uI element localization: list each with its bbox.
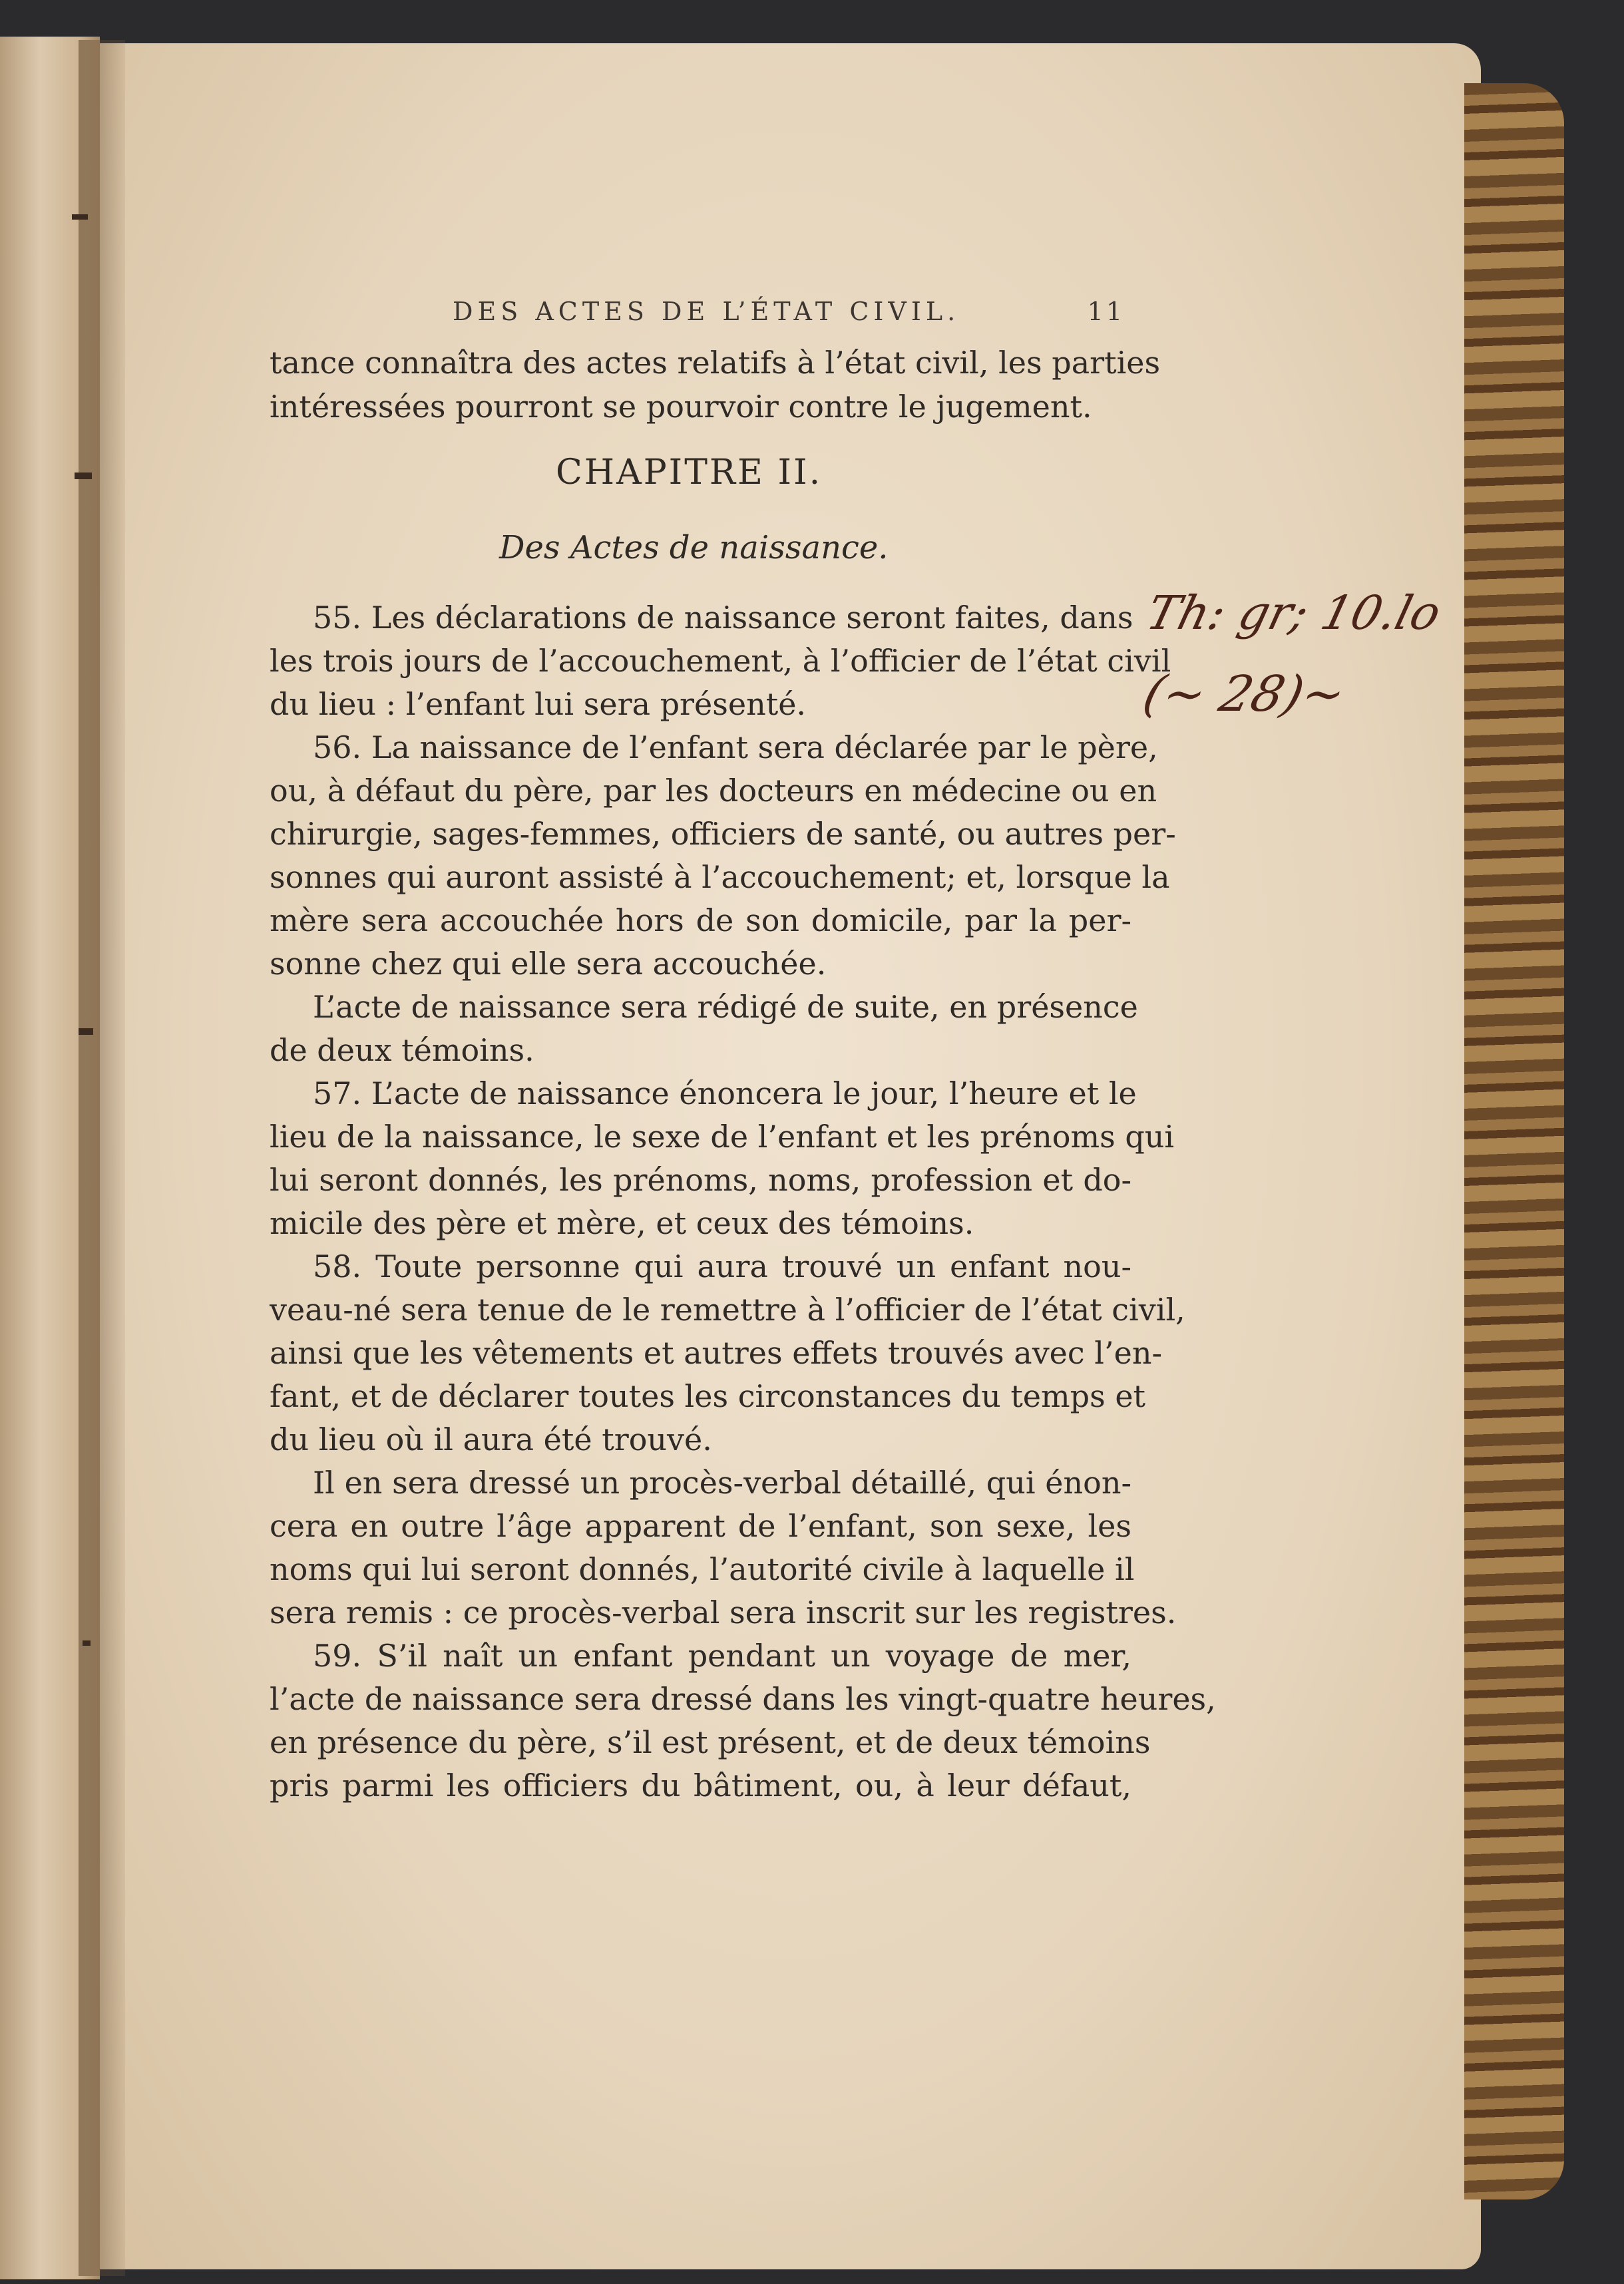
binding-mark [72,214,88,220]
text-line: lieu de la naissance, le sexe de l’enfant et les prénoms qui [270,1119,1175,1155]
text-line: mère sera accouchée hors de son domicile, par la per- [270,902,1131,938]
text-line: 55. Les déclarations de naissance seront faites, dans [313,600,1133,636]
text-line: sonnes qui auront assisté à l’accouchement; et, lorsque la [270,859,1170,895]
text-line: 59. S’il naît un enfant pendant un voyage de mer, [313,1638,1131,1674]
text-line: ou, à défaut du père, par les docteurs en médecine ou en [270,773,1157,809]
chapter-subtitle: Des Actes de naissance. [499,529,889,566]
chapter-heading: CHAPITRE II. [556,453,823,492]
margin-note: (~ 28)~ [1137,666,1352,723]
text-line: pris parmi les officiers du bâtiment, ou, à leur défaut, [270,1768,1131,1804]
binding-mark [83,1640,91,1646]
text-line: chirurgie, sages-femmes, officiers de santé, ou autres per- [270,816,1176,852]
text-line: noms qui lui seront donnés, l’autorité civile à laquelle il [270,1551,1135,1587]
margin-note: Th: gr; 10.lo [1141,586,1446,640]
binding-mark [75,473,92,479]
page-number: 11 [1087,297,1125,326]
text-line: en présence du père, s’il est présent, et de deux témoins [270,1724,1151,1760]
text-line: du lieu où il aura été trouvé. [270,1422,712,1457]
text-line: de deux témoins. [270,1032,534,1068]
text-line: veau-né sera tenue de le remettre à l’officier de l’état civil, [270,1292,1185,1328]
text-line: 57. L’acte de naissance énoncera le jour, l’heure et le [313,1075,1137,1111]
text-line: lui seront donnés, les prénoms, noms, profession et do- [270,1162,1131,1198]
text-line: micile des père et mère, et ceux des témoins. [270,1205,974,1241]
page-gutter [79,40,125,2276]
text-line: Il en sera dressé un procès-verbal détaillé, qui énon- [313,1465,1131,1501]
text-line: intéressées pourront se pourvoir contre le jugement. [270,389,1092,425]
running-head-title: DES ACTES DE L’ÉTAT CIVIL. [453,297,960,326]
text-line: tance connaîtra des actes relatifs à l’état civil, les parties [270,345,1161,381]
page-edges [1464,83,1564,2199]
text-line: cera en outre l’âge apparent de l’enfant, son sexe, les [270,1508,1131,1544]
binding-mark [79,1028,93,1035]
text-line: du lieu : l’enfant lui sera présenté. [270,686,807,722]
text-line: fant, et de déclarer toutes les circonstances du temps et [270,1378,1146,1414]
text-line: 56. La naissance de l’enfant sera déclarée par le père, [313,729,1158,765]
text-line: les trois jours de l’accouchement, à l’officier de l’état civil [270,643,1171,679]
text-line: l’acte de naissance sera dressé dans les vingt-quatre heures, [270,1681,1216,1717]
text-line: ainsi que les vêtements et autres effets trouvés avec l’en- [270,1335,1163,1371]
text-line: L’acte de naissance sera rédigé de suite, en présence [313,989,1138,1025]
text-line: sera remis : ce procès-verbal sera inscrit sur les registres. [270,1595,1177,1630]
text-line: 58. Toute personne qui aura trouvé un enfant nou- [313,1248,1131,1284]
text-line: sonne chez qui elle sera accouchée. [270,946,827,982]
running-head [453,297,1125,330]
